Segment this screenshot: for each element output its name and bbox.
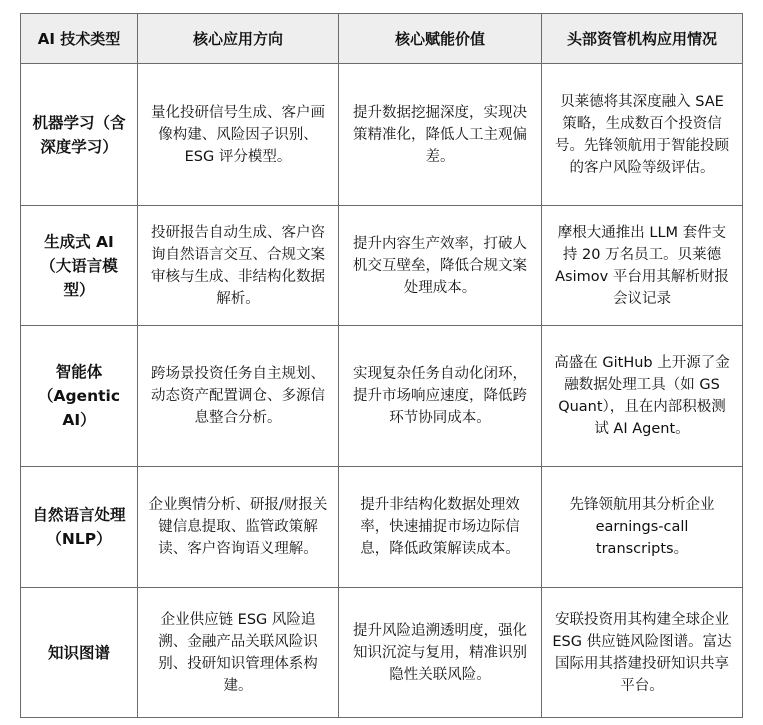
value-cell: 提升风险追溯透明度，强化知识沉淀与复用，精准识别隐性关联风险。 bbox=[339, 588, 542, 718]
table-row bbox=[21, 64, 743, 206]
cases-cell: 高盛在 GitHub 上开源了金融数据处理工具（如 GS Quant），且在内部积极测试 AI Agent。 bbox=[542, 326, 743, 467]
ai-type-cell: 机器学习（含深度学习） bbox=[21, 64, 138, 206]
header-row bbox=[21, 14, 743, 64]
value-cell: 提升非结构化数据处理效率，快速捕捉市场边际信息，降低政策解读成本。 bbox=[339, 467, 542, 588]
direction-cell: 跨场景投资任务自主规划、动态资产配置调仓、多源信息整合分析。 bbox=[138, 326, 339, 467]
header-institution-cases: 头部资管机构应用情况 bbox=[542, 14, 743, 64]
cases-cell: 安联投资用其构建全球企业 ESG 供应链风险图谱。富达国际用其搭建投研知识共享平台。 bbox=[542, 588, 743, 718]
value-cell: 实现复杂任务自动化闭环，提升市场响应速度，降低跨环节协同成本。 bbox=[339, 326, 542, 467]
table-row bbox=[21, 206, 743, 326]
cases-cell: 先锋领航用其分析企业 earnings-call transcripts。 bbox=[542, 467, 743, 588]
cases-cell: 贝莱德将其深度融入 SAE 策略，生成数百个投资信号。先锋领航用于智能投顾的客户风险等级评估。 bbox=[542, 64, 743, 206]
ai-type-cell: 自然语言处理（NLP） bbox=[21, 467, 138, 588]
ai-application-table bbox=[20, 13, 743, 718]
value-cell: 提升数据挖掘深度，实现决策精准化，降低人工主观偏差。 bbox=[339, 64, 542, 206]
ai-type-cell: 生成式 AI（大语言模型） bbox=[21, 206, 138, 326]
direction-cell: 投研报告自动生成、客户咨询自然语言交互、合规文案审核与生成、非结构化数据解析。 bbox=[138, 206, 339, 326]
table-row bbox=[21, 588, 743, 718]
ai-type-cell: 知识图谱 bbox=[21, 588, 138, 718]
cases-cell: 摩根大通推出 LLM 套件支持 20 万名员工。贝莱德 Asimov 平台用其解析财报会议记录 bbox=[542, 206, 743, 326]
table-row bbox=[21, 467, 743, 588]
header-core-value: 核心赋能价值 bbox=[339, 14, 542, 64]
header-ai-type: AI 技术类型 bbox=[21, 14, 138, 64]
value-cell: 提升内容生产效率，打破人机交互壁垒，降低合规文案处理成本。 bbox=[339, 206, 542, 326]
ai-type-cell: 智能体（Agentic AI） bbox=[21, 326, 138, 467]
direction-cell: 企业舆情分析、研报/财报关键信息提取、监管政策解读、客户咨询语义理解。 bbox=[138, 467, 339, 588]
direction-cell: 企业供应链 ESG 风险追溯、金融产品关联风险识别、投研知识管理体系构建。 bbox=[138, 588, 339, 718]
direction-cell: 量化投研信号生成、客户画像构建、风险因子识别、ESG 评分模型。 bbox=[138, 64, 339, 206]
table-row bbox=[21, 326, 743, 467]
header-core-direction: 核心应用方向 bbox=[138, 14, 339, 64]
